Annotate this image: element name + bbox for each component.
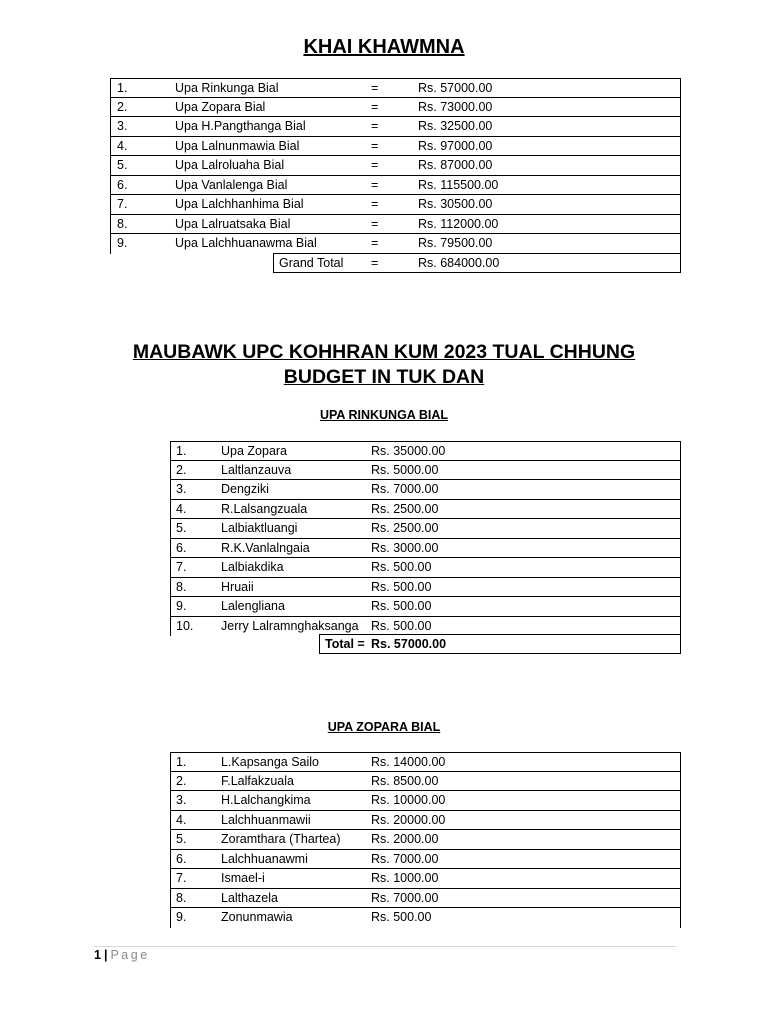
total-amount: Rs. 57000.00 (371, 637, 447, 651)
row-number: 3. (176, 482, 187, 496)
grand-total-label: Grand Total (279, 256, 344, 270)
row-number: 6. (176, 540, 187, 555)
grand-total-amount: Rs. 684000.00 (418, 256, 500, 270)
row-equals: = (371, 158, 379, 172)
table-row (110, 78, 681, 98)
table-row (170, 461, 681, 481)
row-amount: Rs. 7000.00 (371, 890, 439, 905)
page-number: 1 (94, 948, 101, 962)
row-number: 8. (176, 579, 187, 594)
row-name: Lalchhuanawmi (221, 851, 308, 866)
row-amount: Rs. 35000.00 (371, 444, 446, 458)
section-heading-zopara: UPA ZOPARA BIAL (327, 720, 441, 734)
row-equals: = (371, 177, 379, 192)
table-row (170, 850, 681, 870)
section-heading-rinkunga: UPA RINKUNGA BIAL (319, 408, 448, 422)
row-amount: Rs. 30500.00 (418, 197, 493, 211)
table-row (170, 539, 681, 559)
table-row (110, 195, 681, 215)
row-amount: Rs. 10000.00 (371, 793, 446, 807)
budget-title-line-2: BUDGET IN TUK DAN (283, 366, 485, 388)
table-row (110, 98, 681, 118)
table-row (110, 137, 681, 157)
row-amount: Rs. 500.00 (371, 599, 432, 613)
row-amount: Rs. 500.00 (371, 560, 432, 574)
row-amount: Rs. 79500.00 (418, 236, 493, 250)
table-row (110, 234, 681, 254)
row-name: Upa Zopara Bial (175, 99, 266, 114)
row-number: 9. (176, 910, 187, 924)
row-equals: = (371, 138, 379, 153)
row-amount: Rs. 3000.00 (371, 540, 439, 555)
table-row (110, 176, 681, 196)
table-row (170, 830, 681, 850)
row-equals: = (371, 216, 379, 231)
row-amount: Rs. 2500.00 (371, 501, 439, 516)
table-row (170, 908, 681, 928)
row-name: Lalbiaktluangi (221, 521, 298, 535)
row-number: 4. (117, 138, 128, 153)
row-number: 8. (117, 216, 128, 231)
row-amount: Rs. 7000.00 (371, 482, 439, 496)
table-row (170, 811, 681, 831)
row-amount: Rs. 500.00 (371, 579, 432, 594)
row-name: Lalengliana (221, 599, 285, 613)
row-name: Laltlanzauva (221, 462, 292, 477)
row-number: 8. (176, 890, 187, 905)
row-name: Hruaii (221, 579, 254, 594)
row-number: 10. (176, 618, 194, 633)
row-name: Ismael-i (221, 871, 265, 885)
row-name: Upa Rinkunga Bial (175, 81, 279, 95)
row-amount: Rs. 32500.00 (418, 119, 493, 133)
row-number: 4. (176, 501, 187, 516)
budget-title-line-1: MAUBAWK UPC KOHHRAN KUM 2023 TUAL CHHUNG (132, 341, 636, 363)
table-row (170, 597, 681, 617)
rinkunga-total-row (319, 634, 681, 654)
row-name: L.Kapsanga Sailo (221, 755, 319, 769)
page-label: Page (110, 948, 150, 962)
row-name: Zonunmawia (221, 910, 293, 924)
row-name: Jerry Lalramnghaksanga (221, 618, 359, 633)
row-name: Upa H.Pangthanga Bial (175, 119, 306, 133)
row-name: F.Lalfakzuala (221, 773, 294, 788)
row-name: Zoramthara (Thartea) (221, 832, 341, 846)
row-amount: Rs. 57000.00 (418, 81, 493, 95)
row-name: Upa Lalroluaha Bial (175, 158, 285, 172)
row-number: 2. (117, 99, 128, 114)
row-number: 1. (176, 755, 187, 769)
row-number: 6. (176, 851, 187, 866)
row-equals: = (371, 119, 379, 133)
row-amount: Rs. 500.00 (371, 910, 432, 924)
page-footer (94, 948, 150, 962)
row-name: Dengziki (221, 482, 269, 496)
row-number: 7. (117, 197, 128, 211)
row-equals: = (371, 81, 379, 95)
row-amount: Rs. 87000.00 (418, 158, 493, 172)
row-number: 3. (176, 793, 187, 807)
table-row (170, 791, 681, 811)
table-row (110, 215, 681, 235)
document-title: KHAI KHAWMNA (303, 36, 465, 58)
grand-total-row (273, 253, 681, 273)
row-number: 4. (176, 812, 187, 827)
row-name: Lalthazela (221, 890, 278, 905)
row-name: Upa Lalchhanhima Bial (175, 197, 304, 211)
budget-title (0, 340, 768, 390)
row-number: 1. (176, 444, 187, 458)
row-name: H.Lalchangkima (221, 793, 311, 807)
row-amount: Rs. 20000.00 (371, 812, 446, 827)
footer-separator: | (103, 948, 108, 962)
table-row (170, 441, 681, 461)
total-label: Total = (325, 637, 365, 651)
row-name: Upa Lalruatsaka Bial (175, 216, 291, 231)
row-number: 3. (117, 119, 128, 133)
row-equals: = (371, 236, 379, 250)
footer-divider (94, 946, 676, 947)
row-amount: Rs. 500.00 (371, 618, 432, 633)
table-row (170, 519, 681, 539)
row-equals: = (371, 99, 379, 114)
table-row (110, 156, 681, 176)
row-number: 7. (176, 871, 187, 885)
row-amount: Rs. 7000.00 (371, 851, 439, 866)
row-number: 2. (176, 462, 187, 477)
row-name: Lalchhuanmawii (221, 812, 311, 827)
row-amount: Rs. 112000.00 (418, 216, 499, 231)
table-row (170, 752, 681, 772)
row-number: 2. (176, 773, 187, 788)
row-equals: = (371, 197, 379, 211)
row-name: R.K.Vanlalngaia (221, 540, 310, 555)
row-amount: Rs. 2500.00 (371, 521, 439, 535)
table-row (110, 117, 681, 137)
row-amount: Rs. 2000.00 (371, 832, 439, 846)
row-amount: Rs. 5000.00 (371, 462, 439, 477)
row-amount: Rs. 115500.00 (418, 177, 499, 192)
row-number: 5. (117, 158, 128, 172)
row-number: 9. (117, 236, 128, 250)
row-amount: Rs. 73000.00 (418, 99, 493, 114)
row-amount: Rs. 1000.00 (371, 871, 439, 885)
row-name: Upa Lalnunmawia Bial (175, 138, 300, 153)
table-row (170, 772, 681, 792)
row-number: 6. (117, 177, 128, 192)
row-number: 1. (117, 81, 128, 95)
row-name: Upa Vanlalenga Bial (175, 177, 288, 192)
row-name: Upa Lalchhuanawma Bial (175, 236, 317, 250)
row-name: R.Lalsangzuala (221, 501, 308, 516)
row-name: Upa Zopara (221, 444, 288, 458)
table-row (170, 889, 681, 909)
table-row (170, 480, 681, 500)
row-number: 5. (176, 521, 187, 535)
row-amount: Rs. 14000.00 (371, 755, 446, 769)
row-number: 7. (176, 560, 187, 574)
row-amount: Rs. 97000.00 (418, 138, 493, 153)
row-number: 9. (176, 599, 187, 613)
row-amount: Rs. 8500.00 (371, 773, 439, 788)
row-name: Lalbiakdika (221, 560, 284, 574)
table-row (170, 578, 681, 598)
grand-total-equals: = (371, 256, 379, 270)
row-number: 5. (176, 832, 187, 846)
table-row (170, 500, 681, 520)
table-row (170, 558, 681, 578)
table-row (170, 869, 681, 889)
